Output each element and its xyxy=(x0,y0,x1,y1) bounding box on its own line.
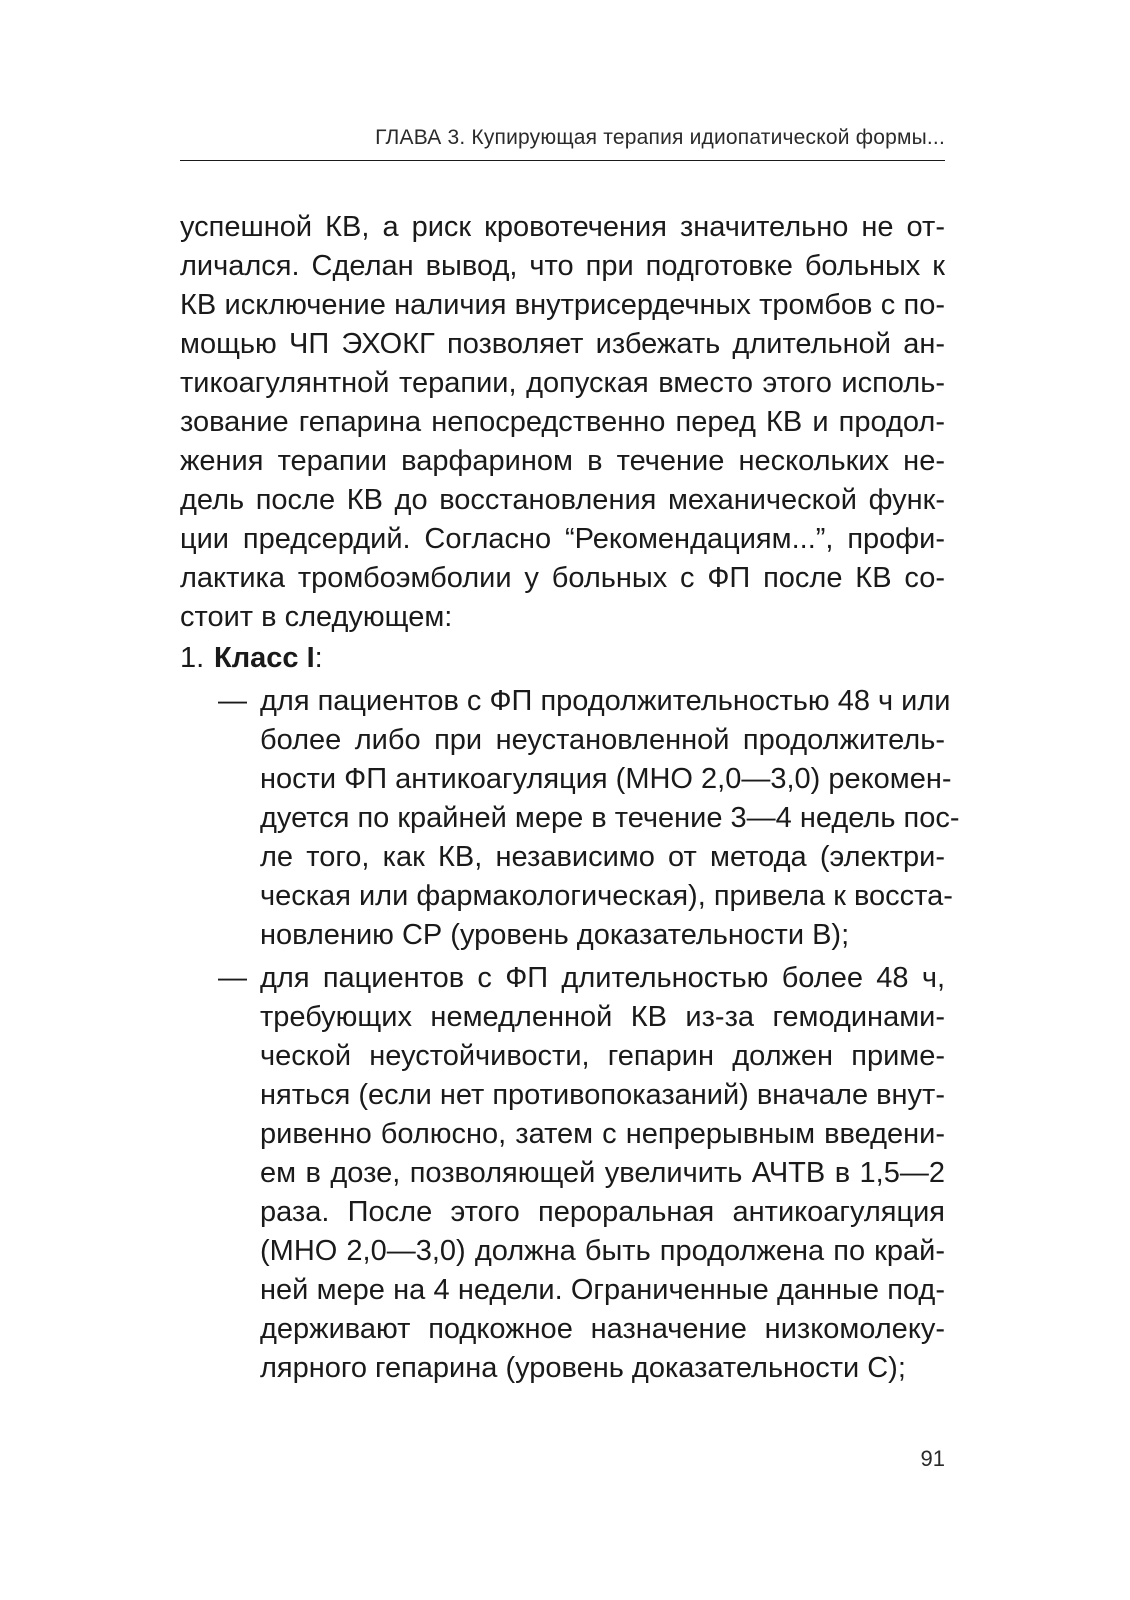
dash-marker: — xyxy=(218,962,247,994)
class-label: Класс I xyxy=(214,642,315,674)
header-rule xyxy=(180,160,945,161)
page-number: 91 xyxy=(920,1446,945,1471)
list-item-line: ности ФП антикоагуляция (МНО 2,0—3,0) рекомен- xyxy=(260,763,952,795)
paragraph-line: стоит в следующем: xyxy=(180,601,453,633)
list-item-line: для пациентов с ФП длительностью более 48 ч, xyxy=(260,962,945,994)
list-item-line: требующих немедленной КВ из-за гемодинами- xyxy=(260,1001,945,1033)
paragraph-line: тикоагулянтной терапии, допуская вместо этого исполь- xyxy=(180,367,945,399)
paragraph-line: дель после КВ до восстановления механической функ- xyxy=(180,484,945,516)
dash-marker: — xyxy=(218,685,247,717)
list-item-line: дуется по крайней мере в течение 3—4 недель пос- xyxy=(260,802,960,834)
list-item-line: ческой неустойчивости, гепарин должен приме- xyxy=(260,1040,945,1072)
paragraph-line: успешной КВ, а риск кровотечения значительно не от- xyxy=(180,211,945,243)
list-item-line: более либо при неустановленной продолжитель- xyxy=(260,724,945,756)
list-item-line: ней мере на 4 недели. Ограниченные данные под- xyxy=(260,1274,945,1306)
list-item-line: новлению СР (уровень доказательности B); xyxy=(260,919,850,951)
list-item-line: (МНО 2,0—3,0) должна быть продолжена по край- xyxy=(260,1235,945,1267)
list-item xyxy=(180,682,960,955)
paragraph-line: личался. Сделан вывод, что при подготовке больных к xyxy=(180,250,945,282)
intro-paragraph xyxy=(180,208,945,637)
list-item-line: для пациентов с ФП продолжительностью 48 ч или xyxy=(260,685,951,717)
list-item-line: няться (если нет противопоказаний) вначале внут- xyxy=(260,1079,945,1111)
list-item-line: ем в дозе, позволяющей увеличить АЧТВ в 1,5—2 xyxy=(260,1157,945,1189)
running-header: ГЛАВА 3. Купирующая терапия идиопатической формы... xyxy=(375,126,945,149)
list-number: 1. xyxy=(180,642,205,674)
list-item-line: держивают подкожное назначение низкомолеку- xyxy=(260,1313,945,1345)
list-item-line: раза. После этого пероральная антикоагуляция xyxy=(260,1196,945,1228)
class-label-colon: : xyxy=(314,642,323,674)
list-item xyxy=(180,959,945,1388)
paragraph-line: лактика тромбоэмболии у больных с ФП после КВ со- xyxy=(180,562,945,594)
list-item-line: ривенно болюсно, затем с непрерывным введени- xyxy=(260,1118,945,1150)
page-body xyxy=(180,208,960,1388)
paragraph-line: жения терапии варфарином в течение нескольких не- xyxy=(180,445,945,477)
paragraph-line: зование гепарина непосредственно перед КВ и продол- xyxy=(180,406,945,438)
paragraph-line: мощью ЧП ЭХОКГ позволяет избежать длительной ан- xyxy=(180,328,945,360)
list-item-line: лярного гепарина (уровень доказательности С); xyxy=(260,1352,906,1384)
list-heading xyxy=(180,639,945,678)
list-item-line: ле того, как КВ, независимо от метода (электри- xyxy=(260,841,945,873)
list-item-line: ческая или фармакологическая), привела к восста- xyxy=(260,880,953,912)
paragraph-line: ции предсердий. Согласно “Рекомендациям...”, профи- xyxy=(180,523,945,555)
paragraph-line: КВ исключение наличия внутрисердечных тромбов с по- xyxy=(180,289,945,321)
